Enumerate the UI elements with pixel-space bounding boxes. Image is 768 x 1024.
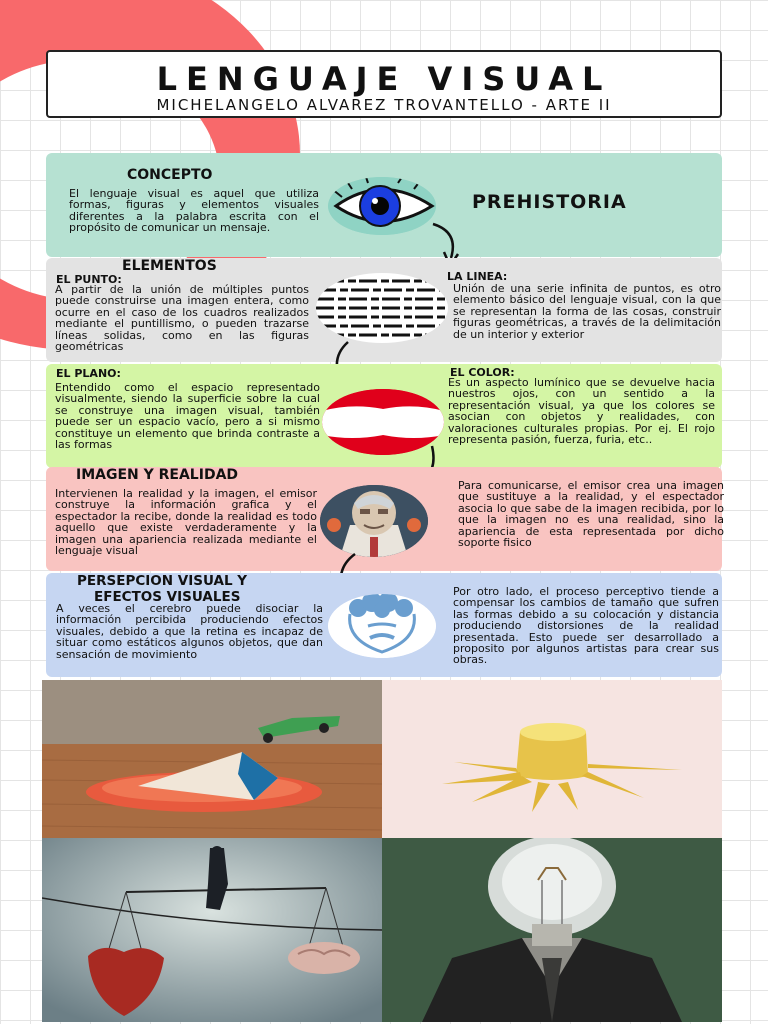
plano-heading: EL PLANO: <box>56 367 121 380</box>
photo-heart-brain-scale <box>42 838 382 1022</box>
percepcion-heading-line2: EFECTOS VISUALES <box>94 589 241 605</box>
color-heading: EL COLOR: <box>450 366 515 379</box>
prehistoria-label: PREHISTORIA <box>472 191 627 213</box>
color-text: Es un aspecto lumínico que se devuelve hacia nuestros ojos, con un sentido a la representación visual, ya que los colores se asocian con objetos y realidades, con valoraciones culturales propias. Por ej. El rojo representa pasión, fuerza, furia, etc.. <box>448 376 715 447</box>
eye-icon <box>328 177 436 235</box>
punto-text: A partir de la unión de múltiples puntos puede construirse una imagen entera, como ocurre en el caso de los cuadros realizados mediante el puntillismo, o pueden trazarse líneas solidas, como en las figuras geométricas <box>55 283 309 354</box>
linea-text: Unión de una serie infinita de puntos, es otro elemento básico del lenguaje visual, con la que se representan la forma de las cosas, construir figuras geométricas, a través de la delimitación de un interior y exterior <box>453 282 721 341</box>
title-box <box>46 50 722 118</box>
photo-banana-stump <box>382 680 722 838</box>
page-subtitle: MICHELANGELO ALVAREZ TROVANTELLO - ARTE II <box>156 96 612 114</box>
page-title: LENGUAJE VISUAL <box>156 60 612 98</box>
concepto-text: El lenguaje visual es aquel que utiliza formas, figuras y elementos visuales diferentes a la palabra escrita con el propósito de comunicar un mensaje. <box>69 187 319 235</box>
percepcion-right-text: Por otro lado, el proceso perceptivo tiende a compensar los cambios de tamaño que sufren las formas debido a su colocación y distancia produciendo distorsiones de la realidad presentada. Esto puede ser desarrollado a proposito por algunos artistas para crear sus obras. <box>453 585 719 667</box>
photo-cake-car <box>42 680 382 838</box>
imagen-realidad-right-text: Para comunicarse, el emisor crea una imagen que sustituye a la realidad, y el espectador asocia lo que sabe de la imagen recibida, por lo que la imagen no es una realidad, sino la apariencia de esta representada por dicho soporte fisico <box>458 479 724 550</box>
linea-heading: LA LINEA: <box>447 270 508 283</box>
punto-heading: EL PUNTO: <box>56 273 122 286</box>
imagen-realidad-left-text: Intervienen la realidad y la imagen, el emisor construye la información grafica y el espectador la recibe, donde la realidad es todo aquello que existe verdaderamente y la imagen una apariencia realizada mediante el lenguaje visual <box>55 487 317 558</box>
concepto-heading: CONCEPTO <box>127 167 213 183</box>
lines-icon <box>316 273 448 343</box>
tree-face-icon <box>328 594 436 658</box>
photo-lightbulb-head <box>382 838 722 1022</box>
elementos-heading: ELEMENTOS <box>122 258 217 274</box>
percepcion-heading-line1: PERSEPCION VISUAL Y <box>77 573 248 589</box>
imagen-realidad-heading: IMAGEN Y REALIDAD <box>76 467 239 483</box>
percepcion-left-text: A veces el cerebro puede disociar la información percibida produciendo efectos visuales, debido a que la retina es incapaz de situar como estáticos algunos objetos, que dan sensación de movimiento <box>56 602 323 661</box>
face-illusion-icon <box>320 485 428 557</box>
plano-text: Entendido como el espacio representado visualmente, siendo la superficie sobre la cual se construye una imagen visual, también puede ser un espacio vacío, pero a si mismo constituye un elemento que brinda contraste a las formas <box>55 381 320 452</box>
